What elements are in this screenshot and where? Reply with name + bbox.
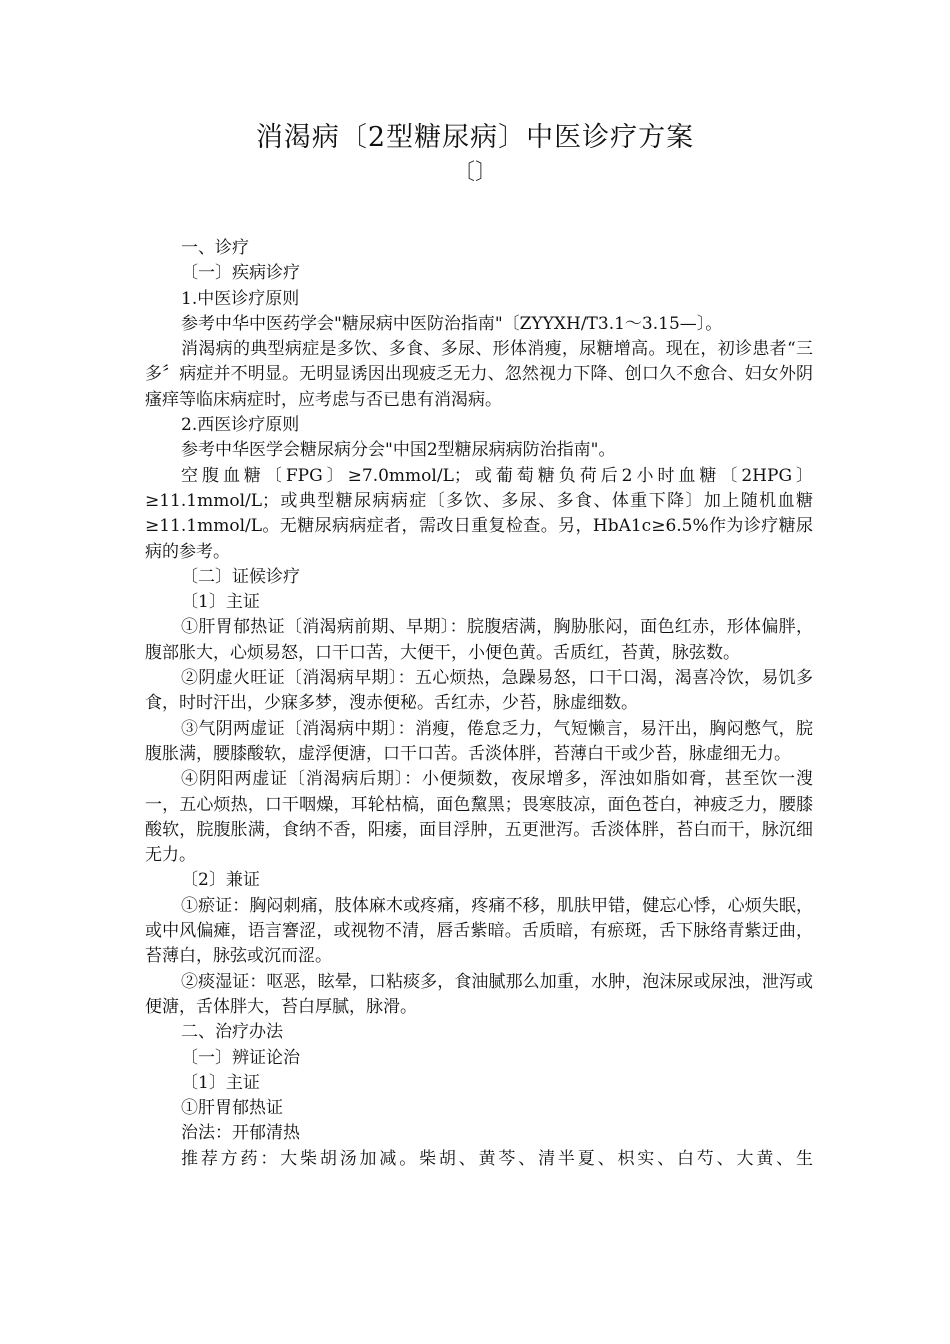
item-heading: 〔1〕主证 <box>181 592 260 613</box>
body-paragraph: ②阴虚火旺证〔消渴病早期〕：五心烦热，急躁易怒，口干口渴，渴喜冷饮，易饥多食，时时汗出，少寐多梦，溲赤便秘。舌红赤，少苔，脉虚细数。 <box>145 668 813 714</box>
body-paragraph: ④阴阳两虚证〔消渴病后期〕：小便频数，夜尿增多，浑浊如脂如膏，甚至饮一溲一，五心烦热，口干咽燥，耳轮枯槁，面色黧黑；畏寒肢凉，面色苍白，神疲乏力，腰膝酸软，脘腹胀满，食纳不香，阳痿，面目浮肿，五更泄泻。舌淡体胖，苔白而干，脉沉细无力。 <box>145 769 813 866</box>
item-heading: 〔1〕主证 <box>181 1072 260 1093</box>
body-paragraph: ①瘀证：胸闷刺痛，肢体麻木或疼痛，疼痛不移，肌肤甲错，健忘心悸，心烦失眠，或中风偏瘫，语言謇涩，或视物不清，唇舌紫暗。舌质暗，有瘀斑，舌下脉络青紫迂曲，苔薄白，脉弦或沉而涩。 <box>145 895 813 967</box>
body-paragraph: ③气阴两虚证〔消渴病中期〕：消瘦，倦怠乏力，气短懒言，易汗出，胸闷憋气，脘腹胀满，腰膝酸软，虚浮便溏，口干口苦。舌淡体胖，苔薄白干或少苔，脉虚细无力。 <box>145 718 813 764</box>
section-heading: 一、诊疗 <box>181 238 249 258</box>
document-title: 消渴病〔2型糖尿病〕中医诊疗方案 <box>255 122 695 153</box>
item-heading: 2.西医诊疗原则 <box>181 415 300 436</box>
subsection-heading: 〔二〕证候诊疗 <box>181 566 300 587</box>
body-paragraph: 推荐方药：大柴胡汤加减。柴胡、黄芩、清半夏、枳实、白芍、大黄、生 <box>181 1148 813 1169</box>
body-paragraph: ②痰湿证：呕恶，眩晕，口粘痰多，食油腻那么加重，水肿，泡沫尿或尿浊，泄泻或便溏，舌体胖大，苔白厚腻，脉滑。 <box>145 971 813 1017</box>
body-paragraph: 参考中华医学会糖尿病分会"中国2型糖尿病病防治指南"。 <box>181 440 616 461</box>
item-heading: 1.中医诊疗原则 <box>181 288 300 309</box>
body-paragraph: 参考中华中医药学会"糖尿病中医防治指南"〔ZYYXH/T3.1～3.15—〕。 <box>181 313 723 334</box>
body-paragraph: 治法：开郁清热 <box>181 1123 300 1144</box>
item-heading: 〔2〕兼证 <box>181 870 260 891</box>
body-paragraph: 空腹血糖〔FPG〕≥7.0mmol/L；或葡萄糖负荷后2小时血糖〔2HPG〕≥11.1mmol/L；或典型糖尿病病症〔多饮、多尿、多食、体重下降〕加上随机血糖≥11.1mmol/L。无糖尿病病症者，需改日重复检查。另，HbA1c≥6.5%作为诊疗糖尿病的参考。 <box>145 465 813 562</box>
body-paragraph: 消渴病的典型病症是多饮、多食、多尿、形体消瘦，尿糖增高。现在，初诊患者“三多〞病症并不明显。无明显诱因出现疲乏无力、忽然视力下降、创口久不愈合、妇女外阴瘙痒等临床病症时，应考虑与否已患有消渴病。 <box>145 339 813 410</box>
subsection-heading: 〔一〕辨证论治 <box>181 1047 300 1068</box>
section-heading: 二、治疗办法 <box>181 1022 283 1043</box>
body-paragraph: ①肝胃郁热证〔消渴病前期、早期〕：脘腹痞满，胸胁胀闷，面色红赤，形体偏胖，腹部胀大，心烦易怒，口干口苦，大便干，小便色黄。舌质红，苔黄，脉弦数。 <box>145 617 813 663</box>
document-subtitle: 〔〕 <box>452 160 497 185</box>
item-heading: ①肝胃郁热证 <box>181 1098 283 1119</box>
document-body <box>145 236 813 1172</box>
subsection-heading: 〔一〕疾病诊疗 <box>181 263 300 284</box>
